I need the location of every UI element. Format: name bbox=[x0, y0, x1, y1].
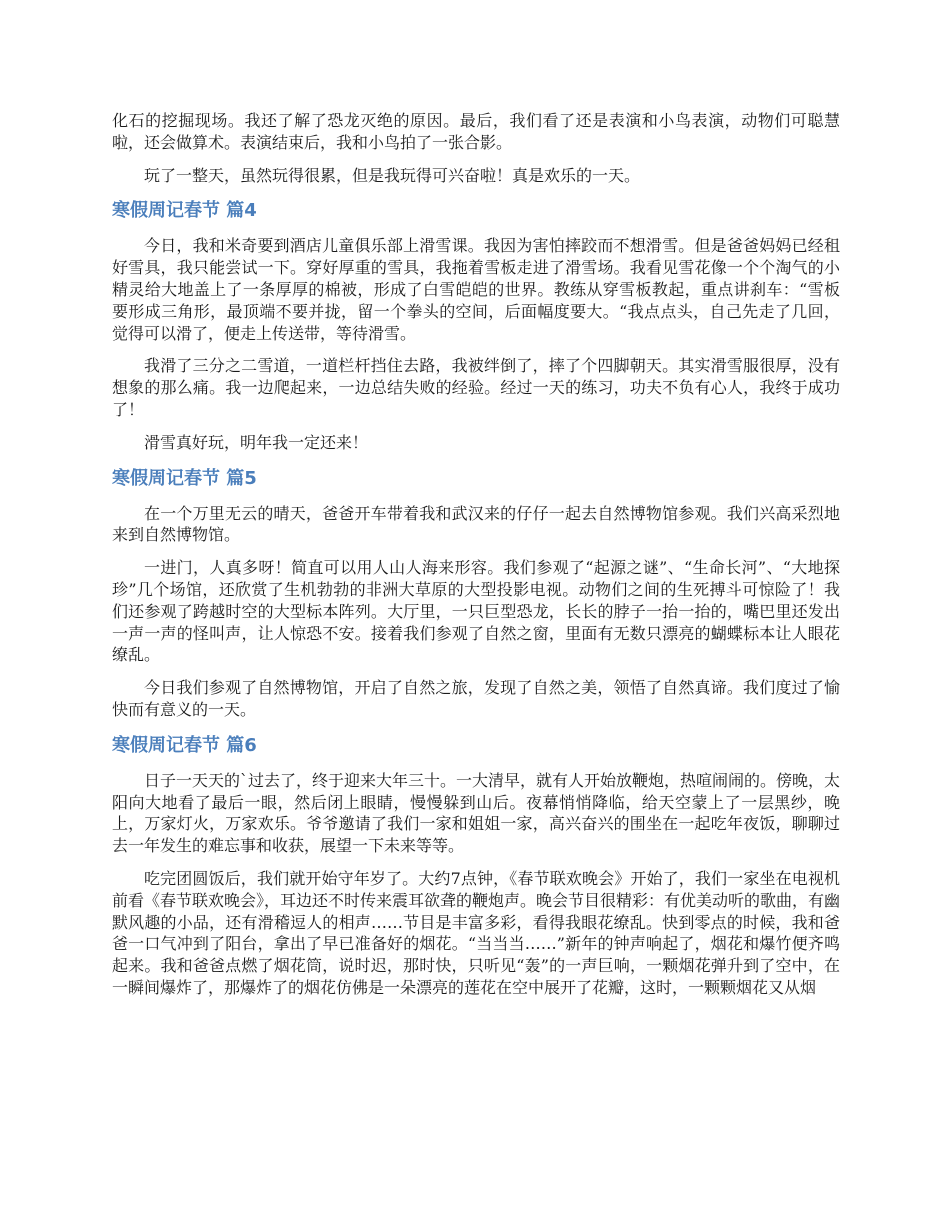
paragraph: 我滑了三分之二雪道，一道栏杆挡住去路，我被绊倒了，摔了个四脚朝天。其实滑雪服很厚，没有想象的那么痛。我一边爬起来，一边总结失败的经验。经过一天的练习，功夫不负有心人，我终于成功了！ bbox=[112, 356, 840, 419]
paragraph: 一进门，人真多呀！简直可以用人山人海来形容。我们参观了“起源之谜”、“生命长河”、“大地探珍”几个场馆，还欣赏了生机勃勃的非洲大草原的大型投影电视。动物们之间的生死搏斗可惊险了！我们还参观了跨越时空的大型标本阵列。大厅里，一只巨型恐龙，长长的脖子一抬一抬的，嘴巴里还发出一声一声的怪叫声，让人惊恐不安。接着我们参观了自然之窗，里面有无数只漂亮的蝴蝶标本让人眼花缭乱。 bbox=[112, 558, 840, 665]
section-heading: 寒假周记春节 篇5 bbox=[112, 467, 257, 489]
paragraph: 滑雪真好玩，明年我一定还来！ bbox=[144, 432, 369, 452]
paragraph: 化石的挖掘现场。我还了解了恐龙灭绝的原因。最后，我们看了还是表演和小鸟表演，动物们可聪慧啦，还会做算术。表演结束后，我和小鸟拍了一张合影。 bbox=[112, 111, 840, 152]
paragraph: 在一个万里无云的晴天，爸爸开车带着我和武汉来的仔仔一起去自然博物馆参观。我们兴高采烈地来到自然博物馆。 bbox=[112, 503, 840, 545]
section-heading: 寒假周记春节 篇4 bbox=[112, 200, 257, 222]
paragraph: 日子一天天的`过去了，终于迎来大年三十。一大清早，就有人开始放鞭炮，热喧闹闹的。傍晚，太阳向大地看了最后一眼，然后闭上眼睛，慢慢躲到山后。夜幕悄悄降临，给天空蒙上了一层黑纱，晚上，万家灯火，万家欢乐。爷爷邀请了我们一家和姐姐一家，高兴奋兴的围坐在一起吃年夜饭，聊聊过去一年发生的难忘事和收获，展望一下未来等等。 bbox=[112, 770, 841, 856]
paragraph: 今日，我和米奇要到酒店儿童俱乐部上滑雪课。我因为害怕摔跤而不想滑雪。但是爸爸妈妈已经租好雪具，我只能尝试一下。穿好厚重的雪具，我拖着雪板走进了滑雪场。我看见雪花像一个个淘气的小精灵给大地盖上了一条厚厚的棉被，形成了白雪皑皑的世界。教练从穿雪板教起，重点讲刹车：“雪板要形成三角形，最顶端不要并拢，留一个拳头的空间，后面幅度要大。“我点点头，自己先走了几回，觉得可以滑了，便走上传送带，等待滑雪。 bbox=[112, 236, 840, 343]
paragraph: 玩了一整天，虽然玩得很累，但是我玩得可兴奋啦！真是欢乐的一天。 bbox=[144, 165, 641, 185]
paragraph: 吃完团圆饭后，我们就开始守年岁了。大约7点钟，《春节联欢晚会》开始了，我们一家坐在电视机前看《春节联欢晚会》，耳边还不时传来震耳欲聋的鞭炮声。晚会节目很精彩：有优美动听的歌曲，有幽默风趣的小品，还有滑稽逗人的相声……节目是丰富多彩，看得我眼花缭乱。快到零点的时候，我和爸爸一口气冲到了阳台，拿出了早已准备好的烟花。“当当当……”新年的钟声响起了，烟花和爆竹便齐鸣起来。我和爸爸点燃了烟花筒，说时迟，那时快，只听见“轰”的一声巨响，一颗烟花弹升到了空中，在一瞬间爆炸了，那爆炸了的烟花仿佛是一朵漂亮的莲花在空中展开了花瓣，这时，一颗颗烟花又从烟 bbox=[112, 868, 841, 997]
section-heading: 寒假周记春节 篇6 bbox=[112, 734, 257, 756]
paragraph: 今日我们参观了自然博物馆，开启了自然之旅，发现了自然之美，领悟了自然真谛。我们度过了愉快而有意义的一天。 bbox=[112, 678, 840, 719]
